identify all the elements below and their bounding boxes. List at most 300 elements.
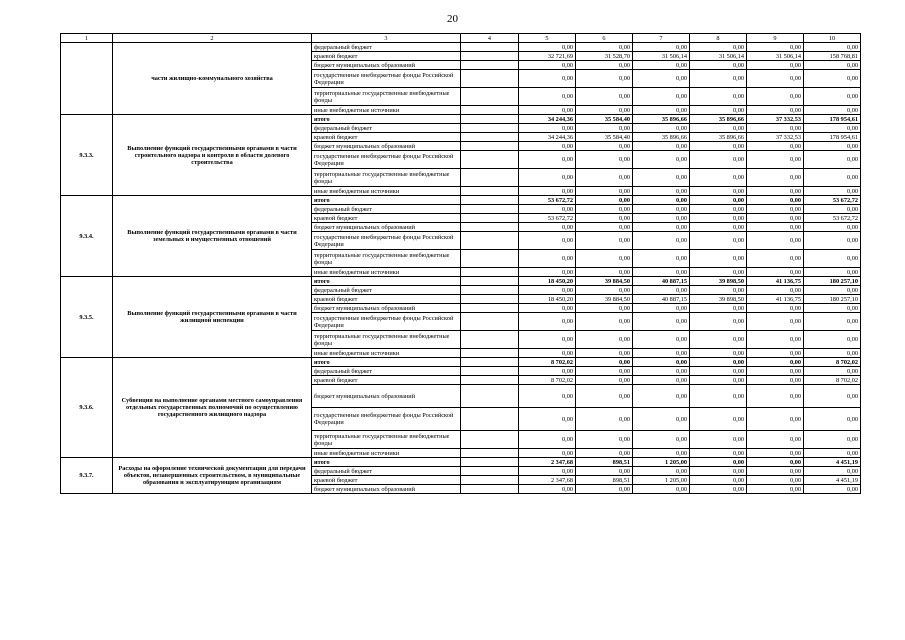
amount-cell: 0,00 [747,349,804,358]
funding-source: государственные внебюджетные фонды Российской Федерации [312,70,461,88]
amount-cell: 0,00 [747,205,804,214]
amount-cell: 0,00 [633,124,690,133]
column-4-cell [461,295,519,304]
amount-cell: 180 257,10 [804,277,861,286]
amount-cell: 0,00 [633,88,690,106]
amount-cell: 8 702,02 [519,376,576,385]
funding-source: государственные внебюджетные фонды Российской Федерации [312,232,461,250]
amount-cell: 0,00 [690,88,747,106]
amount-cell: 0,00 [690,331,747,349]
amount-cell: 40 887,15 [633,295,690,304]
amount-cell: 0,00 [804,467,861,476]
column-4-cell [461,385,519,408]
column-4-cell [461,250,519,268]
amount-cell: 0,00 [747,43,804,52]
amount-cell: 0,00 [804,124,861,133]
amount-cell: 178 954,61 [804,133,861,142]
column-4-cell [461,151,519,169]
amount-cell: 4 451,19 [804,458,861,467]
amount-cell: 0,00 [747,124,804,133]
amount-cell: 0,00 [576,61,633,70]
amount-cell: 0,00 [747,485,804,494]
amount-cell: 0,00 [519,485,576,494]
amount-cell: 0,00 [576,106,633,115]
amount-cell: 0,00 [690,304,747,313]
amount-cell: 0,00 [690,43,747,52]
funding-source: федеральный бюджет [312,205,461,214]
amount-cell: 0,00 [804,331,861,349]
funding-source: краевой бюджет [312,52,461,61]
amount-cell: 53 672,72 [804,214,861,223]
amount-cell: 0,00 [519,205,576,214]
funding-source: краевой бюджет [312,214,461,223]
column-4-cell [461,349,519,358]
item-code: 9.3.3. [61,115,113,196]
column-4-cell [461,431,519,449]
amount-cell: 0,00 [576,169,633,187]
amount-cell: 0,00 [519,331,576,349]
amount-cell: 0,00 [633,367,690,376]
column-4-cell [461,196,519,205]
amount-cell: 0,00 [747,142,804,151]
amount-cell: 0,00 [519,408,576,431]
item-code: 9.3.5. [61,277,113,358]
amount-cell: 0,00 [690,367,747,376]
funding-source: иные внебюджетные источники [312,268,461,277]
header-cell: 8 [690,34,747,43]
amount-cell: 40 887,15 [633,277,690,286]
amount-cell: 898,51 [576,476,633,485]
column-4-cell [461,376,519,385]
column-4-cell [461,268,519,277]
amount-cell: 0,00 [747,431,804,449]
column-4-cell [461,133,519,142]
column-4-cell [461,313,519,331]
amount-cell: 0,00 [633,449,690,458]
amount-cell: 0,00 [690,286,747,295]
amount-cell: 0,00 [690,214,747,223]
funding-source: бюджет муниципальных образований [312,61,461,70]
amount-cell: 53 672,72 [519,196,576,205]
amount-cell: 31 528,70 [576,52,633,61]
amount-cell: 0,00 [747,304,804,313]
header-cell: 4 [461,34,519,43]
column-4-cell [461,70,519,88]
amount-cell: 0,00 [519,367,576,376]
item-name: Выполнение функций государственными органами в части строительного надзора и контроля в области долевого строительства [113,115,312,196]
amount-cell: 0,00 [690,232,747,250]
item-name: Расходы на оформление технической документации для передачи объектов, незавершенных строительством, в муниципальные образования и эксплуатирующим организациям [113,458,312,494]
amount-cell: 0,00 [576,467,633,476]
amount-cell: 0,00 [804,232,861,250]
amount-cell: 0,00 [690,223,747,232]
amount-cell: 0,00 [747,376,804,385]
amount-cell: 0,00 [747,476,804,485]
amount-cell: 0,00 [576,124,633,133]
amount-cell: 8 702,02 [804,358,861,367]
amount-cell: 1 205,00 [633,458,690,467]
funding-source: территориальные государственные внебюджетные фонды [312,88,461,106]
amount-cell: 0,00 [633,214,690,223]
page-number: 20 [447,13,458,25]
header-cell: 2 [113,34,312,43]
amount-cell: 0,00 [690,70,747,88]
header-cell: 10 [804,34,861,43]
amount-cell: 0,00 [576,43,633,52]
column-4-cell [461,331,519,349]
amount-cell: 0,00 [576,151,633,169]
item-code: 9.3.6. [61,358,113,458]
column-4-cell [461,286,519,295]
column-4-cell [461,115,519,124]
column-4-cell [461,232,519,250]
amount-cell: 0,00 [519,385,576,408]
amount-cell: 0,00 [690,376,747,385]
amount-cell: 37 332,53 [747,115,804,124]
amount-cell: 0,00 [747,88,804,106]
amount-cell: 0,00 [576,331,633,349]
amount-cell: 0,00 [519,467,576,476]
amount-cell: 0,00 [519,187,576,196]
header-cell: 6 [576,34,633,43]
amount-cell: 0,00 [804,349,861,358]
funding-source: итого [312,458,461,467]
amount-cell: 0,00 [804,142,861,151]
amount-cell: 18 450,20 [519,295,576,304]
amount-cell: 0,00 [633,286,690,295]
item-code: 9.3.7. [61,458,113,494]
amount-cell: 0,00 [633,250,690,268]
column-4-cell [461,52,519,61]
amount-cell: 0,00 [633,376,690,385]
amount-cell: 0,00 [690,476,747,485]
item-name: части жилищно-коммунального хозяйства [113,43,312,115]
amount-cell: 0,00 [633,196,690,205]
amount-cell: 180 257,10 [804,295,861,304]
amount-cell: 0,00 [576,367,633,376]
amount-cell: 35 896,66 [690,133,747,142]
amount-cell: 0,00 [633,61,690,70]
amount-cell: 0,00 [519,431,576,449]
amount-cell: 31 506,14 [633,52,690,61]
column-4-cell [461,205,519,214]
amount-cell: 0,00 [747,169,804,187]
amount-cell: 0,00 [633,304,690,313]
amount-cell: 0,00 [804,250,861,268]
amount-cell: 0,00 [747,286,804,295]
amount-cell: 0,00 [633,70,690,88]
column-4-cell [461,476,519,485]
amount-cell: 0,00 [519,313,576,331]
column-4-cell [461,467,519,476]
amount-cell: 0,00 [690,408,747,431]
amount-cell: 0,00 [690,349,747,358]
amount-cell: 0,00 [633,223,690,232]
amount-cell: 0,00 [747,449,804,458]
table-row [61,43,861,52]
header-cell: 7 [633,34,690,43]
header-cell: 5 [519,34,576,43]
amount-cell: 0,00 [576,304,633,313]
amount-cell: 0,00 [690,205,747,214]
funding-source: итого [312,196,461,205]
amount-cell: 0,00 [804,43,861,52]
funding-source: бюджет муниципальных образований [312,385,461,408]
amount-cell: 0,00 [633,187,690,196]
amount-cell: 0,00 [804,449,861,458]
amount-cell: 0,00 [690,458,747,467]
amount-cell: 0,00 [747,268,804,277]
amount-cell: 0,00 [633,106,690,115]
column-4-cell [461,458,519,467]
amount-cell: 0,00 [804,367,861,376]
amount-cell: 0,00 [576,142,633,151]
amount-cell: 0,00 [804,485,861,494]
amount-cell: 0,00 [519,223,576,232]
table-row [61,277,861,286]
column-4-cell [461,408,519,431]
amount-cell: 0,00 [519,43,576,52]
amount-cell: 0,00 [804,385,861,408]
amount-cell: 0,00 [804,169,861,187]
amount-cell: 0,00 [633,268,690,277]
amount-cell: 39 884,50 [576,277,633,286]
amount-cell: 0,00 [576,408,633,431]
column-4-cell [461,187,519,196]
amount-cell: 0,00 [747,467,804,476]
column-4-cell [461,106,519,115]
column-4-cell [461,304,519,313]
amount-cell: 0,00 [576,250,633,268]
amount-cell: 0,00 [633,385,690,408]
amount-cell: 34 244,36 [519,133,576,142]
column-4-cell [461,277,519,286]
amount-cell: 0,00 [519,449,576,458]
table-body [61,34,861,494]
amount-cell: 0,00 [747,367,804,376]
amount-cell: 35 896,66 [633,115,690,124]
amount-cell: 0,00 [690,61,747,70]
column-4-cell [461,367,519,376]
funding-source: федеральный бюджет [312,43,461,52]
amount-cell: 0,00 [804,205,861,214]
amount-cell: 0,00 [804,70,861,88]
amount-cell: 0,00 [576,385,633,408]
amount-cell: 0,00 [633,43,690,52]
funding-source: бюджет муниципальных образований [312,485,461,494]
amount-cell: 37 332,53 [747,133,804,142]
column-4-cell [461,43,519,52]
column-4-cell [461,223,519,232]
amount-cell: 0,00 [633,205,690,214]
amount-cell: 0,00 [576,431,633,449]
amount-cell: 4 451,19 [804,476,861,485]
funding-source: территориальные государственные внебюджетные фонды [312,331,461,349]
funding-source: бюджет муниципальных образований [312,223,461,232]
amount-cell: 0,00 [519,286,576,295]
amount-cell: 39 884,50 [576,295,633,304]
amount-cell: 0,00 [804,286,861,295]
amount-cell: 0,00 [576,205,633,214]
funding-source: краевой бюджет [312,133,461,142]
amount-cell: 53 672,72 [804,196,861,205]
funding-source: краевой бюджет [312,295,461,304]
funding-source: иные внебюджетные источники [312,106,461,115]
header-cell: 1 [61,34,113,43]
funding-source: иные внебюджетные источники [312,187,461,196]
amount-cell: 0,00 [519,151,576,169]
amount-cell: 8 702,02 [804,376,861,385]
amount-cell: 0,00 [804,408,861,431]
item-name: Выполнение функций государственными органами в части земельных и имущественных отношений [113,196,312,277]
amount-cell: 0,00 [519,106,576,115]
amount-cell: 0,00 [690,449,747,458]
amount-cell: 0,00 [576,376,633,385]
amount-cell: 0,00 [690,250,747,268]
amount-cell: 0,00 [804,88,861,106]
amount-cell: 35 896,66 [690,115,747,124]
amount-cell: 0,00 [576,88,633,106]
amount-cell: 0,00 [519,70,576,88]
amount-cell: 0,00 [804,431,861,449]
amount-cell: 0,00 [747,214,804,223]
amount-cell: 178 954,61 [804,115,861,124]
funding-source: федеральный бюджет [312,367,461,376]
amount-cell: 35 584,40 [576,133,633,142]
amount-cell: 35 896,66 [633,133,690,142]
amount-cell: 0,00 [747,232,804,250]
amount-cell: 0,00 [804,268,861,277]
item-name: Выполнение функций государственными органами в части жилищной инспекции [113,277,312,358]
amount-cell: 0,00 [690,385,747,408]
amount-cell: 8 702,02 [519,358,576,367]
header-cell: 3 [312,34,461,43]
amount-cell: 0,00 [747,250,804,268]
amount-cell: 0,00 [576,286,633,295]
amount-cell: 0,00 [804,223,861,232]
amount-cell: 0,00 [519,349,576,358]
amount-cell: 0,00 [519,88,576,106]
item-code [61,43,113,115]
amount-cell: 34 244,36 [519,115,576,124]
funding-source: итого [312,358,461,367]
column-4-cell [461,124,519,133]
amount-cell: 0,00 [804,304,861,313]
amount-cell: 0,00 [747,313,804,331]
amount-cell: 0,00 [633,485,690,494]
amount-cell: 0,00 [747,223,804,232]
amount-cell: 18 450,20 [519,277,576,286]
amount-cell: 39 898,50 [690,277,747,286]
amount-cell: 0,00 [690,151,747,169]
amount-cell: 2 347,68 [519,458,576,467]
amount-cell: 0,00 [747,70,804,88]
column-4-cell [461,214,519,223]
amount-cell: 0,00 [576,268,633,277]
amount-cell: 0,00 [747,358,804,367]
amount-cell: 0,00 [576,358,633,367]
amount-cell: 0,00 [576,214,633,223]
amount-cell: 0,00 [690,196,747,205]
amount-cell: 0,00 [576,70,633,88]
column-4-cell [461,142,519,151]
amount-cell: 0,00 [804,313,861,331]
item-name: Субвенция на выполнение органами местного самоуправления отдельных государственных полномочий по осуществлению государственного жилищного надзора [113,358,312,458]
amount-cell: 0,00 [519,268,576,277]
amount-cell: 0,00 [747,61,804,70]
amount-cell: 898,51 [576,458,633,467]
amount-cell: 0,00 [690,106,747,115]
funding-source: бюджет муниципальных образований [312,142,461,151]
amount-cell: 1 205,00 [633,476,690,485]
funding-source: краевой бюджет [312,476,461,485]
amount-cell: 0,00 [804,151,861,169]
amount-cell: 0,00 [633,358,690,367]
funding-source: федеральный бюджет [312,124,461,133]
amount-cell: 0,00 [633,313,690,331]
amount-cell: 0,00 [519,142,576,151]
amount-cell: 0,00 [576,232,633,250]
amount-cell: 0,00 [747,151,804,169]
header-cell: 9 [747,34,804,43]
amount-cell: 0,00 [804,187,861,196]
funding-source: федеральный бюджет [312,467,461,476]
amount-cell: 0,00 [633,169,690,187]
amount-cell: 35 584,40 [576,115,633,124]
amount-cell: 0,00 [747,187,804,196]
funding-source: территориальные государственные внебюджетные фонды [312,169,461,187]
amount-cell: 0,00 [519,61,576,70]
funding-source: итого [312,277,461,286]
budget-table [60,33,861,494]
column-4-cell [461,358,519,367]
amount-cell: 0,00 [519,304,576,313]
funding-source: государственные внебюджетные фонды Российской Федерации [312,408,461,431]
amount-cell: 53 672,72 [519,214,576,223]
column-4-cell [461,449,519,458]
table-row [61,358,861,367]
funding-source: государственные внебюджетные фонды Российской Федерации [312,151,461,169]
amount-cell: 0,00 [747,385,804,408]
table-row [61,458,861,467]
amount-cell: 0,00 [576,313,633,331]
amount-cell: 0,00 [690,467,747,476]
amount-cell: 0,00 [690,431,747,449]
amount-cell: 0,00 [690,268,747,277]
amount-cell: 0,00 [576,187,633,196]
table-row [61,196,861,205]
amount-cell: 32 721,69 [519,52,576,61]
item-code: 9.3.4. [61,196,113,277]
amount-cell: 0,00 [747,458,804,467]
amount-cell: 0,00 [690,313,747,331]
funding-source: итого [312,115,461,124]
amount-cell: 0,00 [747,196,804,205]
amount-cell: 0,00 [519,169,576,187]
amount-cell: 0,00 [519,124,576,133]
amount-cell: 0,00 [690,485,747,494]
amount-cell: 0,00 [804,106,861,115]
amount-cell: 31 506,14 [690,52,747,61]
amount-cell: 41 136,75 [747,295,804,304]
funding-source: бюджет муниципальных образований [312,304,461,313]
amount-cell: 0,00 [690,142,747,151]
amount-cell: 2 347,68 [519,476,576,485]
amount-cell: 0,00 [576,449,633,458]
amount-cell: 158 768,81 [804,52,861,61]
amount-cell: 0,00 [576,223,633,232]
amount-cell: 0,00 [633,142,690,151]
